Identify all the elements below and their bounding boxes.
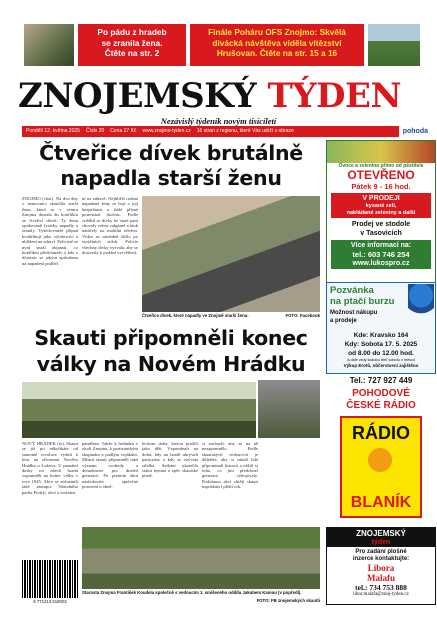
teaser-right-photo — [368, 24, 420, 66]
masthead-title-red: TÝDEN — [267, 76, 402, 116]
article2-lead: NOVÝ HRÁDEK (tz). Skauti se již po několikáté od samotné revoluce vydali k lesu na zříceninu Nového Hrádku u Lukova. U památní desky na zdech hradu vzpomněli na konec války v roce 1945. Akce se zúčastnili také zástupci Národního parku Podyjí, obcí a veteráni. — [22, 441, 78, 495]
article2-bottom-photo — [82, 527, 320, 589]
contact-name1: Libora — [367, 563, 395, 573]
issue-price: Cena 27 Kč — [110, 128, 137, 134]
ovoce-phone[interactable]: tel.: 603 746 254 — [352, 250, 410, 259]
birds-title2: na ptačí burzu — [330, 296, 395, 307]
teaser-right-line2: divácká návštěva viděla vítězství — [212, 37, 342, 48]
sidebar-radio[interactable] — [326, 388, 436, 523]
ovoce-sale-box — [331, 193, 431, 218]
contact-logo — [327, 528, 435, 547]
birds-sale: Možnost nákupu — [330, 310, 378, 316]
article1-headline-line2: napadla starší ženu — [60, 166, 282, 190]
contact-logo2: týden — [371, 539, 391, 546]
article2-photo-caption: Starosta Znojma František Koudela společně s vedoucím 1. smíšeného oddílu Jakubem Kaniou (v popředí). — [82, 590, 302, 595]
teaser-left[interactable] — [78, 24, 186, 66]
ovoce-shop: Prodej ve stodole — [351, 221, 411, 228]
masthead-title-black: ZNOJEMSKÝ — [18, 76, 257, 116]
contact-email[interactable]: libor.malafa@znoj-tyden.cz — [353, 592, 409, 597]
issue-date: Pondělí 12. května 2025 — [26, 128, 80, 134]
contact-logo1: ZNOJEMSKÝ — [356, 529, 406, 538]
radio-logo — [340, 416, 422, 518]
birds-note: A dále vždy každou třetí sobotu v měsíci — [347, 358, 415, 362]
radio-name2: BLANÍK — [350, 494, 412, 511]
birds-sale2: a prodeje — [330, 318, 357, 324]
article1-col2: ní na zábavě. Nejbližší rodina napadené ženy se bojí o její bezpečnost a žádá přísné potrestání útočnic. Podle svědků se dívky ke staré paní chovaly velmi vulgárně a útok natáčely na mobilní telefon. Video se následně šířilo po sociálních sítích. Policie všechny dívky vyzvala, aby se dostavily k podání vysvětlení. — [82, 196, 138, 256]
article2-headline-line1: Skauti připomněli konec — [34, 326, 308, 350]
article2-col3: leckom doba, kterou prožili jako děti. Vzpomínali na dobu, kdy na hradě ukrývali partyzány a kdy se ozývala střelba. Setkání ukončila státní hymna a zpěv skautské písně. — [142, 441, 198, 479]
pohoda-logo: pohoda — [399, 126, 432, 137]
ovoce-info-box — [331, 240, 431, 269]
issue-web[interactable]: www.znojmo-tyden.cz — [142, 128, 191, 134]
ovoce-sale-item2: nakládané zeleniny a další — [346, 210, 416, 216]
teaser-left-photo — [24, 24, 74, 66]
ovoce-hours: Pátek 9 - 16 hod. — [351, 182, 411, 191]
birds-where: Kde: Kravsko 164 — [353, 332, 409, 339]
ovoce-sale-title: V PRODEJI — [362, 195, 400, 202]
ovoce-info-title: Více informací na: — [350, 242, 412, 249]
article2-photo-credit: FOTO: FB znojemských skautů — [256, 598, 320, 603]
article2-side-photo — [258, 380, 320, 438]
article1-headline-line1: Čtveřice dívek brutálně — [39, 141, 303, 165]
teaser-right-line1: Finále Poháru OFS Znojmo: Skvělá — [208, 27, 346, 37]
article1-headline[interactable] — [22, 141, 320, 191]
radio-top2: ČESKÉ RÁDIO — [346, 400, 416, 411]
teaser-right[interactable] — [190, 24, 364, 66]
article1-lead: ZNOJMO (char). Na dva dny v nemocnici skončila starší žena, která se v centru Znojma dostala do konfliktu se čtveřicí dívek. Ty ženu opakovaně fyzicky napadly a zranily. Vyšetřovatelé případ kvalifikují jako výtržnictví a ublížení na zdraví. Policisté se nyní snaží objasnit, co konfliktu předcházelo a kdo z účastnic se jakým způsobem na napadení podílel. — [22, 196, 78, 266]
ovoce-place: v Tasovicích — [360, 230, 402, 237]
teaser-left-line2: se zranila žena. — [101, 37, 163, 48]
birds-time: od 8.00 do 12.00 hod. — [348, 350, 414, 357]
birds-phone[interactable]: Tel.: 727 927 449 — [349, 376, 413, 385]
birds-when: Kdy: Sobota 17. 5. 2025 — [344, 341, 418, 348]
contact-want2: inzerce kontaktujte: — [352, 556, 410, 562]
contact-phone[interactable]: tel.: 734 753 888 — [355, 583, 407, 592]
radio-name1: RÁDIO — [352, 423, 410, 443]
ovoce-open: OTEVŘENO — [347, 168, 415, 182]
radio-sun-icon — [368, 448, 392, 472]
ovoce-top: Ovoce a zelenina přímo od pěstitele — [338, 163, 424, 169]
birds-buy: Výkup Erotů, občerstvení zajištěno — [343, 363, 419, 368]
barcode — [22, 560, 78, 598]
ovoce-photo — [327, 141, 435, 163]
birds-text — [330, 285, 408, 325]
bird-picture — [408, 284, 434, 322]
article1-photo-credit: FOTO: Facebook — [285, 313, 320, 318]
contact-want: Pro zadání plošné — [355, 549, 407, 555]
ovoce-sale-item1: kysané zelí, — [365, 203, 397, 209]
birds-title1: Pozvánka — [330, 285, 374, 296]
radio-top1: POHODOVÉ — [352, 388, 410, 399]
masthead-subtitle: Nezávislý týdeník novým tisícíletí — [160, 116, 277, 126]
teaser-left-line3: Čtěte na str. 2 — [104, 48, 160, 58]
article2-col4: si zaslouží, aby se na ně nezapomnělo. Podle skautských vedoucích je důležité, aby si mladí lidé připomínali historii a vážili si toho, co jim předchozí generace vybojovaly. Podobnou akci chtějí skauti uspořádat i příští rok. — [202, 441, 258, 490]
article1-photo — [142, 196, 320, 312]
article2-headline-line2: války na Novém Hrádku — [36, 352, 306, 376]
issue-number: Číslo 20 — [85, 128, 105, 134]
teaser-left-line1: Po pádu z hradeb — [97, 27, 167, 37]
teaser-right-line3: Hrušovan. Čtěte na str. 15 a 16 — [216, 48, 338, 58]
contact-name2: Malafu — [367, 573, 395, 583]
article2-headline[interactable] — [22, 325, 320, 377]
issue-promo: 16 stran z regionu, které Vás udrží v obraze — [196, 128, 294, 134]
sidebar-contact[interactable] — [326, 527, 436, 605]
barcode-number: 9 771213 518002 — [33, 599, 67, 604]
article1-photo-caption: Čtveřice dívek, které napadly ve Znojmě starší ženu. — [142, 313, 249, 318]
birds-details — [326, 331, 436, 369]
article2-top-photo — [22, 382, 256, 438]
masthead-title[interactable] — [18, 76, 418, 116]
ovoce-web[interactable]: www.lukospro.cz — [352, 260, 410, 267]
article2-col2: pamětem. Takže k hrdinům v okolí Znojma, k partizánským skupinám a padlým vojákům. Místní skauti připomněli také význam svobody a demokracie pro dnešní generace. Po pietním aktu následovalo společné posezení u ohně. — [82, 441, 138, 490]
info-bar — [22, 126, 432, 137]
